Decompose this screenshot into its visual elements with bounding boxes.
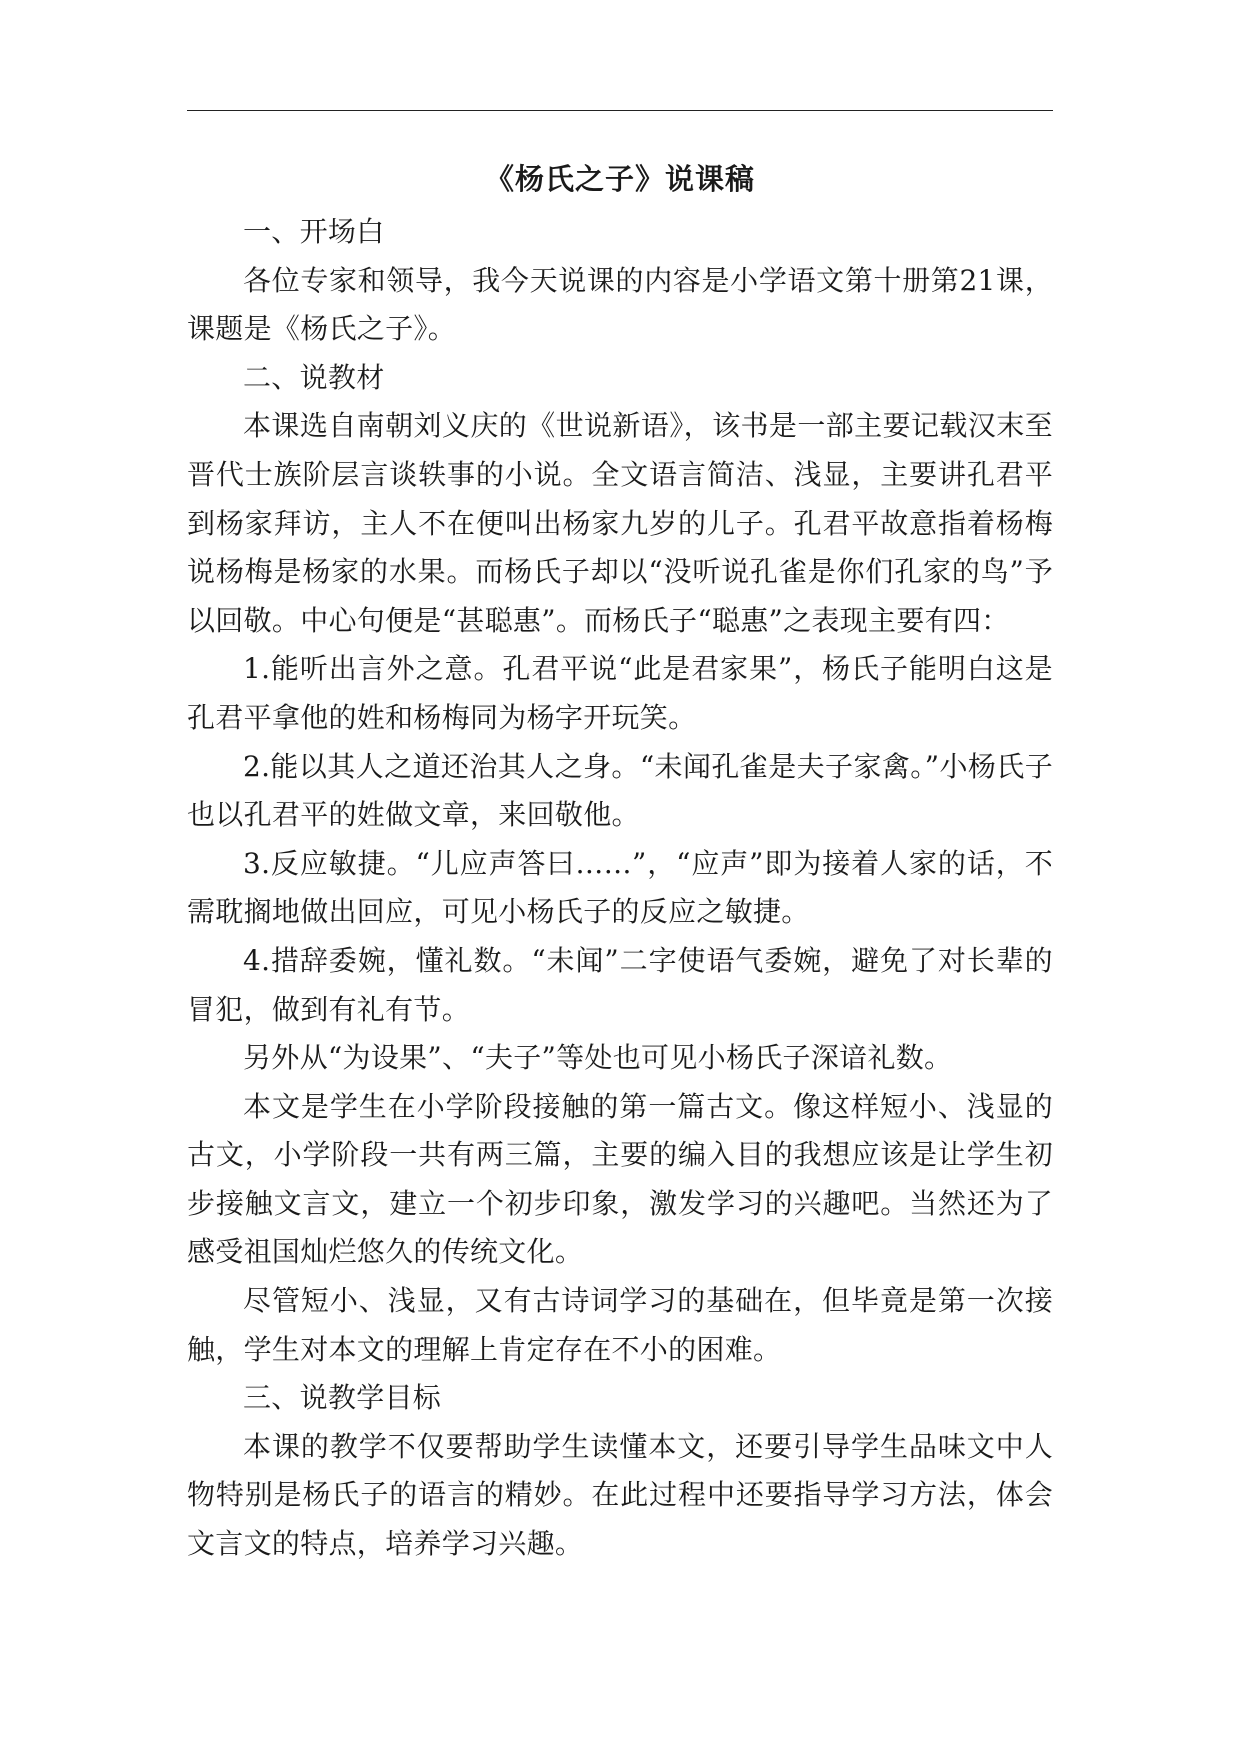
section-heading-goals: 三、说教学目标	[243, 1381, 442, 1415]
document-title: 《杨氏之子》说课稿	[484, 162, 755, 196]
section-heading-textbook: 二、说教材	[243, 360, 385, 394]
paragraph-textbook: 本课选自南朝刘义庆的《世说新语》，该书是一部主要记载汉末至晋代士族阶层言谈轶事的小说。全文语言简洁、浅显，主要讲孔君平到杨家拜访，主人不在便叫出杨家九岁的儿子。孔君平故意指着杨梅说杨梅是杨家的水果。而杨氏子却以“没听说孔雀是你们孔家的鸟”予以回敬。中心句便是“甚聪惠”。而杨氏子“聪惠”之表现主要有四：	[187, 409, 1053, 637]
section-heading-opening: 一、开场白	[243, 215, 385, 248]
list-item-3: 3.反应敏捷。“儿应声答曰……”，“应声”即为接着人家的话，不需耽搁地做出回应，可见小杨氏子的反应之敏捷。	[187, 846, 1053, 929]
header-rule	[187, 110, 1053, 111]
list-item-1: 1.能听出言外之意。孔君平说“此是君家果”，杨氏子能明白这是孔君平拿他的姓和杨梅同为杨字开玩笑。	[187, 652, 1053, 734]
paragraph-goals: 本课的教学不仅要帮助学生读懂本文，还要引导学生品味文中人物特别是杨氏子的语言的精妙。在此过程中还要指导学习方法，体会文言文的特点，培养学习兴趣。	[187, 1429, 1053, 1561]
list-item-4: 4.措辞委婉，懂礼数。“未闻”二字使语气委婉，避免了对长辈的冒犯，做到有礼有节。	[187, 943, 1053, 1026]
paragraph-first-classical: 本文是学生在小学阶段接触的第一篇古文。像这样短小、浅显的古文，小学阶段一共有两三篇，主要的编入目的我想应该是让学生初步接触文言文，建立一个初步印象，激发学习的兴趣吧。当然还为了感受祖国灿烂悠久的传统文化。	[187, 1089, 1053, 1269]
paragraph-etiquette: 另外从“为设果”、“夫子”等处也可见小杨氏子深谙礼数。	[243, 1041, 953, 1075]
document-body	[187, 150, 1053, 1569]
paragraph-difficulty: 尽管短小、浅显，又有古诗词学习的基础在，但毕竟是第一次接触，学生对本文的理解上肯定存在不小的困难。	[187, 1284, 1053, 1366]
list-item-2: 2.能以其人之道还治其人之身。“未闻孔雀是夫子家禽。”小杨氏子也以孔君平的姓做文章，来回敬他。	[187, 749, 1053, 832]
paragraph-intro: 各位专家和领导，我今天说课的内容是小学语文第十册第21课，课题是《杨氏之子》。	[187, 263, 1053, 346]
